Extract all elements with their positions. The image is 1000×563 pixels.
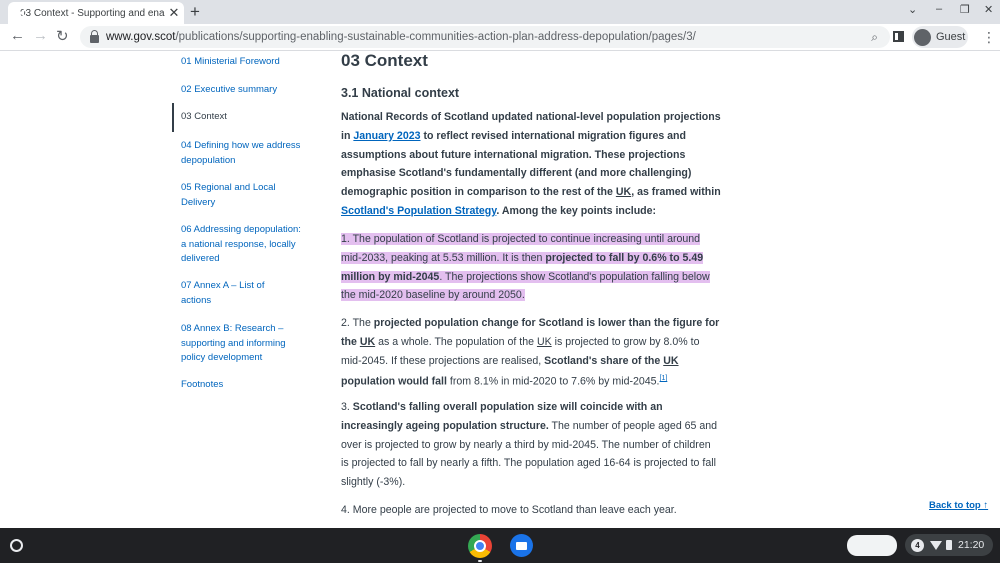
chrome-app-icon[interactable] xyxy=(468,534,492,558)
sidebar-item-footnotes[interactable]: Footnotes xyxy=(181,379,224,390)
p2-text-a: 1. The population of Scotland is projected to continue increasing until around mid-2033, peaking at 5.53 million. It is then xyxy=(341,233,701,264)
sidebar-item-annex-b[interactable]: 08 Annex B: Research – supporting and informing policy development xyxy=(181,323,286,363)
p1-text-a: National Records of Scotland updated national-level population projections in xyxy=(341,111,721,142)
lock-icon xyxy=(90,35,99,43)
p3-text-c: is projected to grow by 8.0% to mid-2045. If these projections are realised, xyxy=(341,335,700,367)
url-host: www.gov.scot xyxy=(106,31,176,43)
restore-button[interactable]: ❐ xyxy=(960,4,970,16)
minimize-button[interactable]: – xyxy=(936,3,943,15)
browser-toolbar xyxy=(0,24,1000,51)
more-menu-icon[interactable]: ⋮ xyxy=(982,29,996,45)
uk-abbr: UK xyxy=(359,335,376,348)
profile-label: Guest xyxy=(936,31,966,43)
page-title: 03 Context xyxy=(341,51,428,70)
sidebar-item-ministerial-foreword[interactable]: 01 Ministerial Foreword xyxy=(181,56,280,67)
p1-text-b: to reflect revised international migration figures and assumptions about future international migration. These projections emphasise Scotland's fundamentally different (and more challenging) demographic position in comparison to the rest of the xyxy=(341,129,692,199)
p2-bold: projected to fall by 0.6% to 5.49 million by mid-2045 xyxy=(341,251,704,283)
p4-text-b: The number of people aged 65 and over is projected to grow by nearly a third by mid-2045. The number of children is projected to fall by nearly a fifth. The population aged 16-64 is projected to fall slightly (-3%). xyxy=(341,419,718,489)
sidebar-item-executive-summary[interactable]: 02 Executive summary xyxy=(181,84,278,95)
p3-bold-1: projected population change for Scotland is lower than the figure for the xyxy=(341,317,720,348)
close-window-button[interactable]: ✕ xyxy=(984,4,994,16)
reload-icon[interactable]: ↻ xyxy=(56,28,69,45)
avatar-icon xyxy=(914,29,931,46)
p3-text-a: 2. The xyxy=(341,317,374,329)
tab-search-icon[interactable]: ⌄ xyxy=(908,4,918,16)
sidebar-item-annex-a[interactable]: 07 Annex A – List of actions xyxy=(181,280,265,306)
files-app-icon[interactable] xyxy=(510,534,533,557)
p4-text-a: 3. xyxy=(341,401,353,413)
tab-title: 03 Context - Supporting and ena xyxy=(20,7,165,19)
point-3-paragraph xyxy=(341,398,721,492)
forward-arrow-icon[interactable]: → xyxy=(33,27,48,44)
close-tab-icon[interactable]: ✕ xyxy=(168,5,180,20)
sidebar-item-context[interactable]: 03 Context xyxy=(172,103,302,132)
os-shelf xyxy=(0,528,1000,563)
back-to-top-link[interactable]: Back to top ↑ xyxy=(929,500,989,511)
uk-abbr: UK xyxy=(663,354,679,367)
side-panel-icon[interactable] xyxy=(893,31,904,42)
population-strategy-link[interactable]: Scotland's Population Strategy xyxy=(341,204,497,217)
notification-count-badge: 4 xyxy=(911,539,924,552)
p3-text-b: as a whole. The population of the xyxy=(375,335,537,348)
sidebar-item-defining-how[interactable]: 04 Defining how we address depopulation xyxy=(181,140,301,166)
p3-bold-3: population would fall xyxy=(341,375,447,388)
battery-icon xyxy=(946,540,952,550)
point-1-paragraph xyxy=(341,230,721,305)
point-2-paragraph xyxy=(341,314,721,392)
new-tab-button[interactable]: + xyxy=(190,2,200,21)
address-bar[interactable] xyxy=(80,26,890,48)
notes-tray-icon[interactable] xyxy=(847,535,897,556)
p2-text-b: . The projections show Scotland's population falling below the mid-2020 baseline by around 2050. xyxy=(341,270,710,302)
clock: 21:20 xyxy=(958,539,985,551)
sidebar-item-regional-local[interactable]: 05 Regional and Local Delivery xyxy=(181,182,276,208)
page-content xyxy=(0,51,1000,528)
section-heading: 3.1 National context xyxy=(341,86,460,100)
p1-text-c: , as framed within xyxy=(631,186,721,199)
p3-text-d: from 8.1% in mid-2020 to 7.6% by mid-2045. xyxy=(446,375,660,388)
wifi-icon xyxy=(930,541,942,550)
uk-abbr: UK xyxy=(536,335,552,348)
back-arrow-icon[interactable]: ← xyxy=(10,27,25,44)
p3-bold-2: Scotland's share of the xyxy=(544,354,664,367)
point-4-paragraph: 4. More people are projected to move to Scotland than leave each year. xyxy=(341,504,677,516)
status-area[interactable] xyxy=(905,534,993,556)
p4-bold: Scotland's falling overall population size will coincide with an increasingly ageing population structure. xyxy=(341,401,663,432)
running-indicator xyxy=(478,560,482,562)
zoom-icon[interactable]: ⌕ xyxy=(871,29,878,44)
january-2023-link[interactable]: January 2023 xyxy=(353,129,421,142)
profile-button[interactable] xyxy=(912,26,968,48)
active-tab[interactable] xyxy=(8,2,184,24)
footnote-link[interactable]: [1] xyxy=(659,375,668,383)
launcher-icon[interactable] xyxy=(10,539,23,552)
url-path: /publications/supporting-enabling-sustainable-communities-action-plan-address-depopulation/pages/3/ xyxy=(175,31,696,43)
sidebar-item-addressing-depopulation[interactable]: 06 Addressing depopulation: a national response, locally delivered xyxy=(181,224,301,264)
intro-paragraph xyxy=(341,108,721,221)
tab-strip xyxy=(0,0,1000,24)
uk-abbr: UK xyxy=(615,186,632,199)
p1-text-d: . Among the key points include: xyxy=(496,204,657,217)
